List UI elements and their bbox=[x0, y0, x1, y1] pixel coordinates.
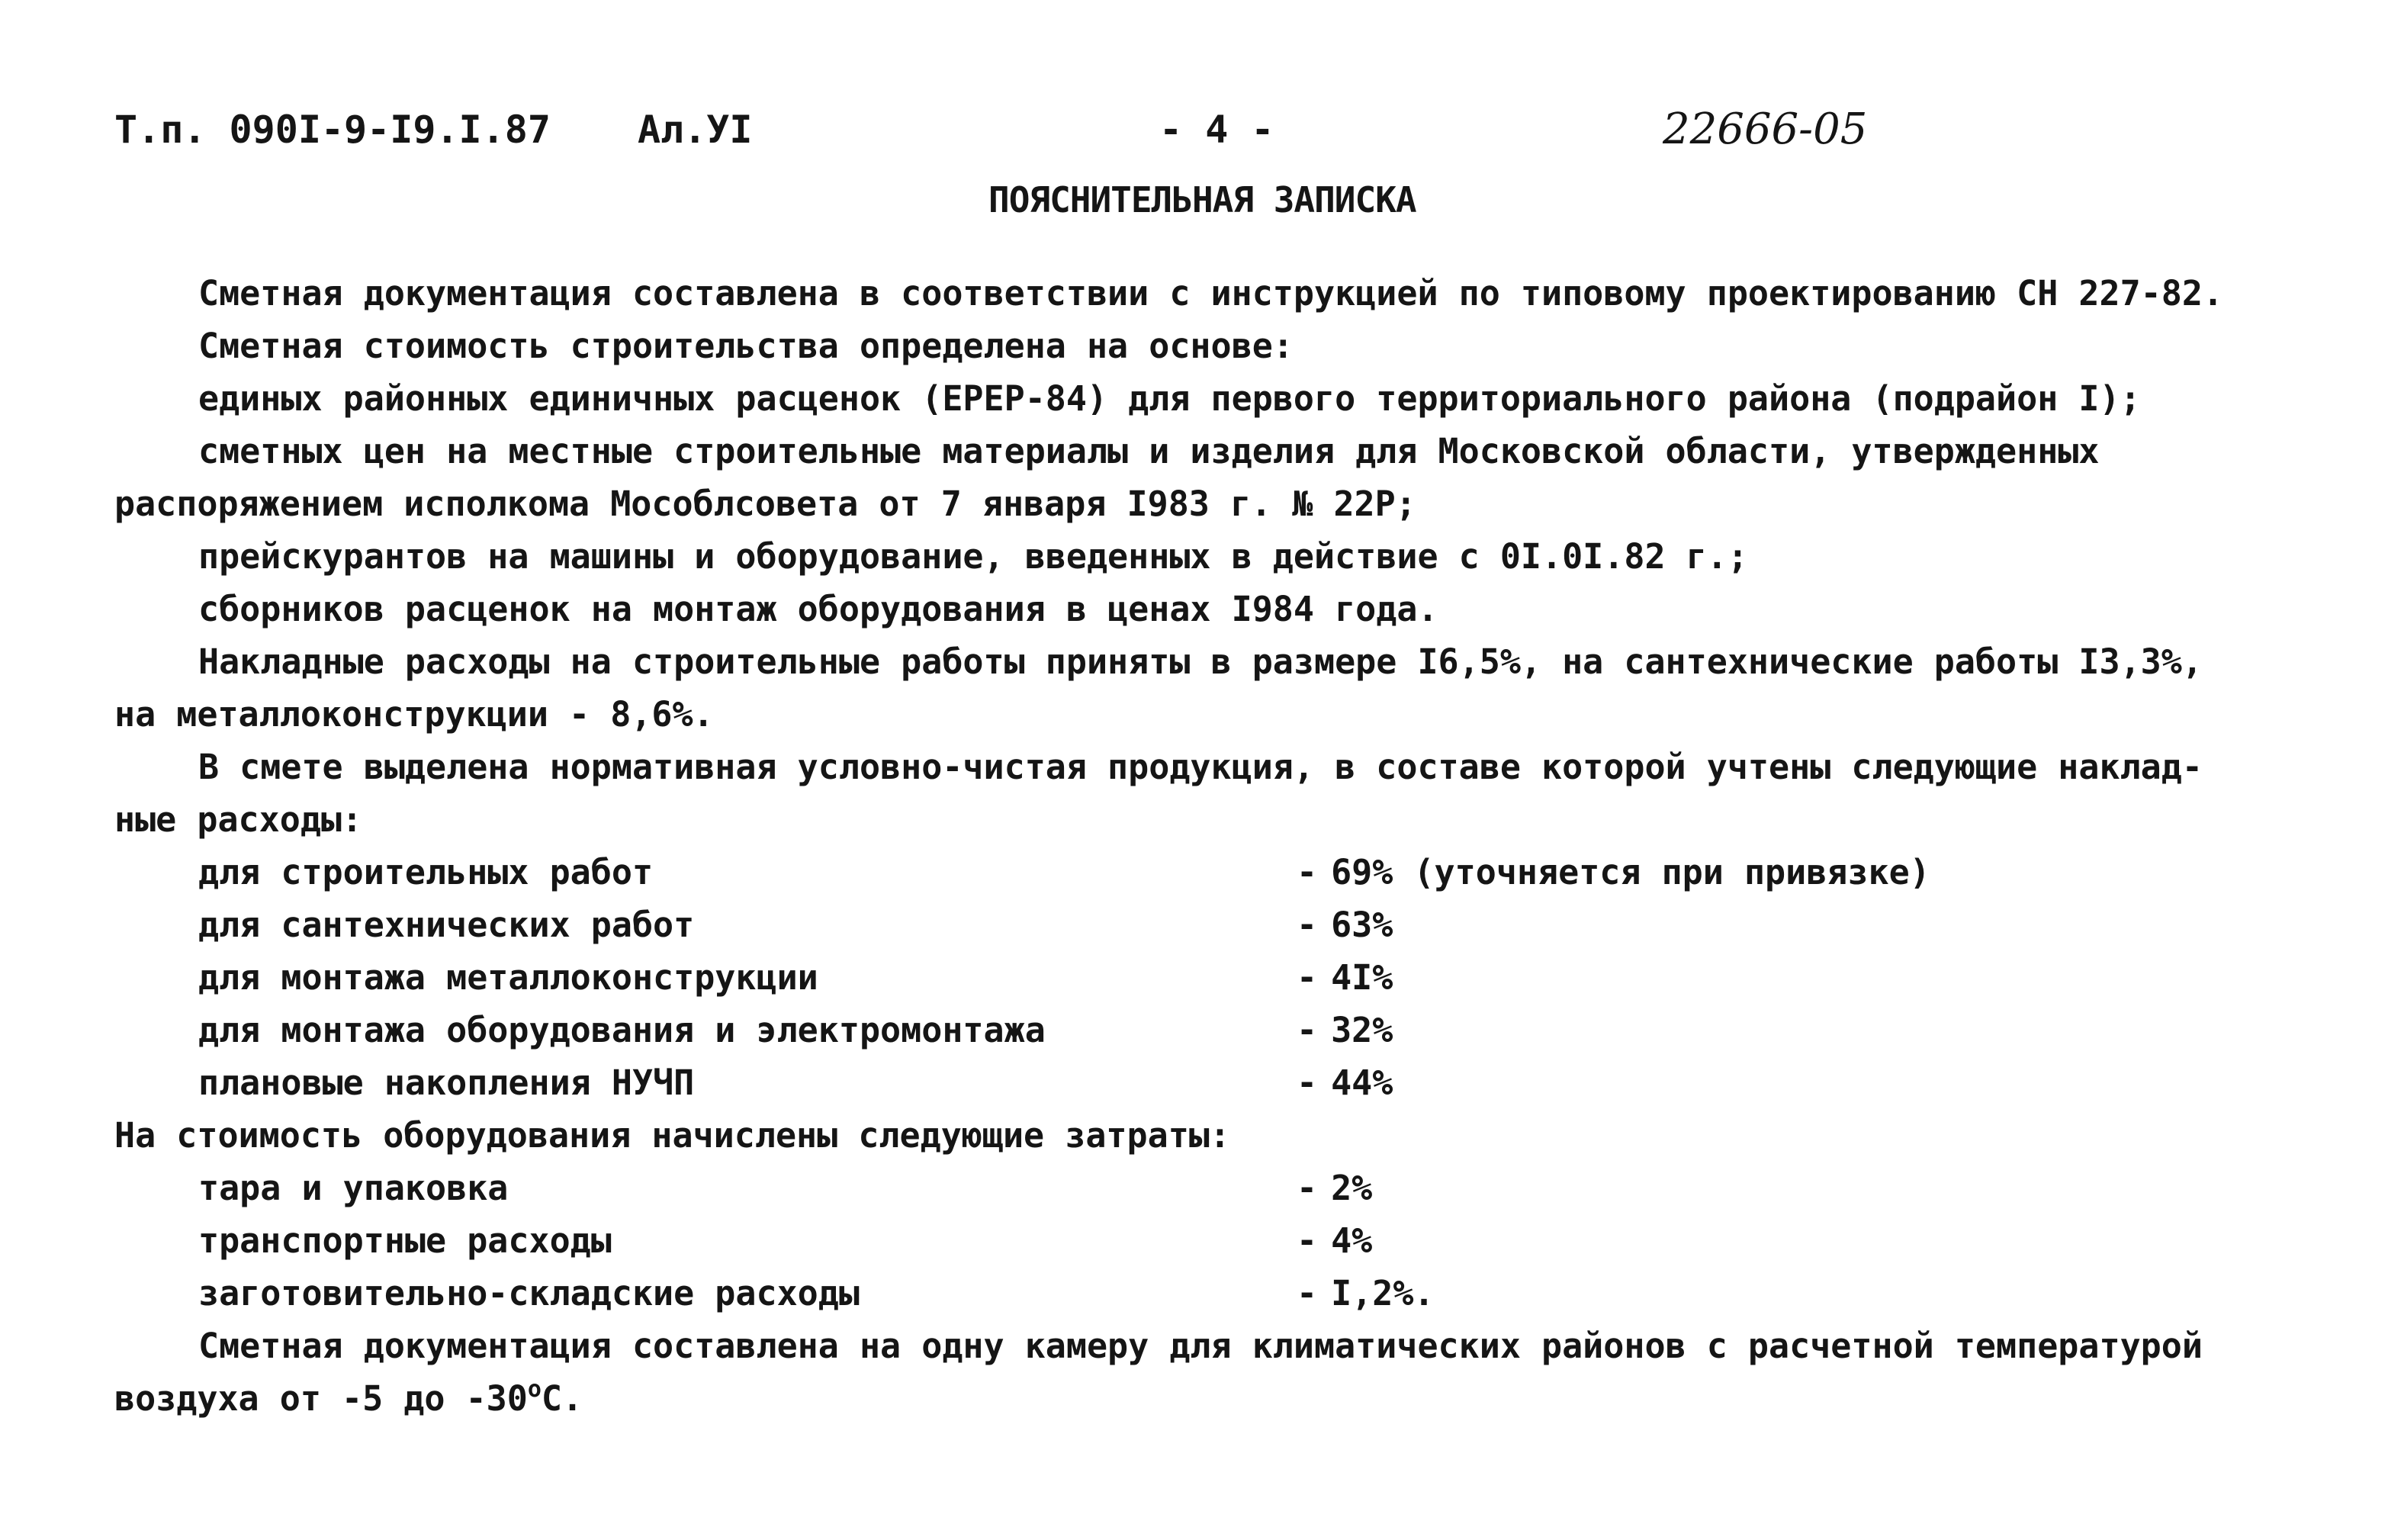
equipment-cost-value: 2% bbox=[1331, 1168, 1373, 1208]
page-title: ПОЯСНИТЕЛЬНАЯ ЗАПИСКА bbox=[988, 179, 1416, 220]
equipment-cost-label: заготовительно-складские расходы bbox=[198, 1273, 860, 1313]
equipment-cost-value-cell bbox=[1297, 1214, 1372, 1267]
overhead-label: для строительных работ bbox=[198, 852, 654, 892]
equipment-cost-value: 4% bbox=[1331, 1220, 1373, 1261]
degree-sign: о bbox=[527, 1376, 542, 1403]
overhead-value-cell bbox=[1297, 899, 1393, 951]
paragraph-line: Сметная документация составлена на одну камеру для климатических районов с расчетной температурой bbox=[198, 1326, 2203, 1366]
header-document-code: 22666-05 bbox=[1663, 104, 1868, 154]
overhead-value-cell bbox=[1297, 1004, 1393, 1056]
paragraph-line: На стоимость оборудования начислены следующие затраты: bbox=[114, 1115, 1230, 1156]
overhead-value: 32% bbox=[1331, 1010, 1393, 1050]
overhead-row bbox=[114, 1056, 2273, 1109]
dash: - bbox=[1297, 1010, 1318, 1050]
equipment-cost-value: I,2%. bbox=[1331, 1273, 1435, 1313]
equipment-cost-row bbox=[114, 1162, 2273, 1214]
overhead-row bbox=[114, 846, 2273, 899]
equipment-cost-label: транспортные расходы bbox=[198, 1220, 612, 1261]
paragraph-line: на металлоконструкции - 8,6%. bbox=[114, 694, 714, 735]
overhead-value: 4I% bbox=[1331, 957, 1393, 998]
overhead-row bbox=[114, 1004, 2273, 1056]
dash: - bbox=[1297, 905, 1318, 945]
overhead-value: 44% bbox=[1331, 1063, 1393, 1103]
paragraph-line: ные расходы: bbox=[114, 799, 363, 840]
paragraph-line: Накладные расходы на строительные работы приняты в размере I6,5%, на сантехнические работы I3,3%, bbox=[198, 641, 2203, 682]
paragraph-line: прейскурантов на машины и оборудование, введенных в действие с 0I.0I.82 г.; bbox=[198, 536, 1748, 577]
equipment-cost-row bbox=[114, 1267, 2273, 1320]
overhead-value-cell bbox=[1297, 951, 1393, 1004]
equipment-cost-label: тара и упаковка bbox=[198, 1168, 509, 1208]
paragraph-line: Сметная стоимость строительства определена на основе: bbox=[198, 326, 1294, 366]
overhead-row bbox=[114, 951, 2273, 1004]
paragraph-line: сметных цен на местные строительные материалы и изделия для Московской области, утвержденных bbox=[198, 431, 2100, 471]
paragraph-line-final bbox=[114, 1372, 2273, 1425]
header-album-number: Ал.УI bbox=[638, 108, 753, 152]
dash: - bbox=[1297, 1220, 1318, 1261]
dash: - bbox=[1297, 1273, 1318, 1313]
equipment-cost-row bbox=[114, 1214, 2273, 1267]
dash: - bbox=[1297, 1063, 1318, 1103]
dash: - bbox=[1297, 852, 1318, 892]
dash: - bbox=[1297, 1168, 1318, 1208]
overhead-label: плановые накопления НУЧП bbox=[198, 1063, 695, 1103]
final-text: воздуха от -5 до -30 bbox=[114, 1378, 528, 1419]
document-body bbox=[114, 267, 2273, 1425]
paragraph-line: распоряжением исполкома Мособлсовета от 7 января I983 г. № 22Р; bbox=[114, 484, 1416, 524]
header-page-number: - 4 - bbox=[1159, 108, 1274, 152]
overhead-row bbox=[114, 899, 2273, 951]
paragraph-line: сборников расценок на монтаж оборудования в ценах I984 года. bbox=[198, 589, 1438, 629]
overhead-value-cell bbox=[1297, 846, 1930, 899]
equipment-cost-value-cell bbox=[1297, 1162, 1372, 1214]
overhead-value: 69% (уточняется при привязке) bbox=[1331, 852, 1930, 892]
overhead-label: для сантехнических работ bbox=[198, 905, 695, 945]
equipment-cost-value-cell bbox=[1297, 1267, 1435, 1320]
overhead-value-cell bbox=[1297, 1056, 1393, 1109]
dash: - bbox=[1297, 957, 1318, 998]
paragraph-line: Сметная документация составлена в соответствии с инструкцией по типовому проектированию СН 227-82. bbox=[198, 273, 2224, 313]
paragraph-line: В смете выделена нормативная условно-чистая продукция, в составе которой учтены следующие наклад- bbox=[198, 747, 2203, 787]
header-project-number: Т.п. 090I-9-I9.I.87 bbox=[114, 108, 551, 152]
final-text-end: С. bbox=[541, 1378, 583, 1419]
overhead-value: 63% bbox=[1331, 905, 1393, 945]
overhead-label: для монтажа оборудования и электромонтажа bbox=[198, 1010, 1046, 1050]
paragraph-line: единых районных единичных расценок (ЕРЕР-84) для первого территориального района (подрайон I); bbox=[198, 378, 2141, 419]
overhead-label: для монтажа металлоконструкции bbox=[198, 957, 818, 998]
